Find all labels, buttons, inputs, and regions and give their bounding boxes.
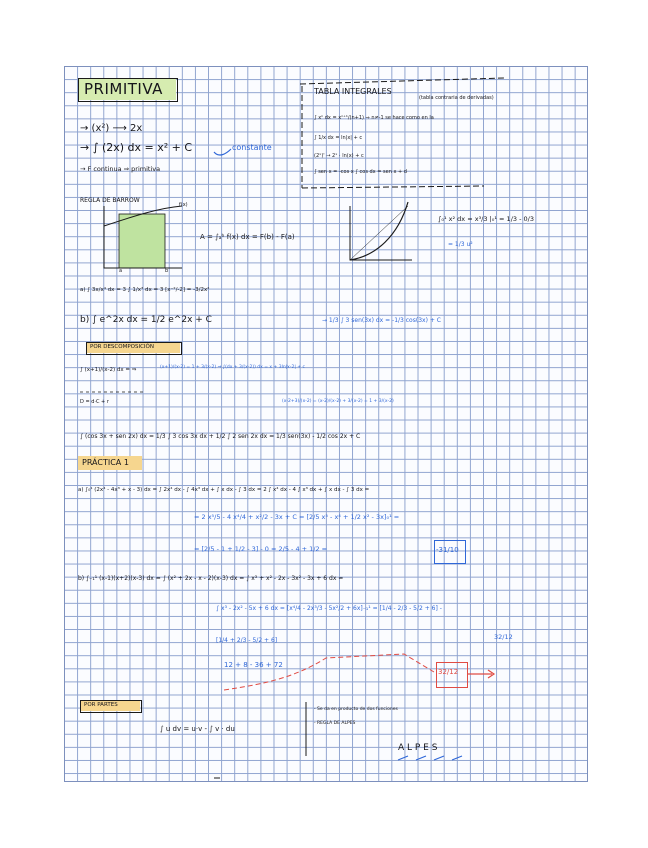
decomp-line-3: ∫ (cos 3x + sen 2x) dx = 1/3 ∫ 3 cos 3x dx + 1/2 ∫ 2 sen 2x dx = 1/3 sen(3x) - 1/2 cos 2x + C bbox=[80, 433, 361, 440]
red-arrow bbox=[468, 670, 494, 678]
constant-arrow bbox=[214, 149, 231, 155]
decomp-label: POR DESCOMPOSICIÓN bbox=[90, 344, 154, 350]
table-row-2: ∫ 1/x dx = ln|x| + c bbox=[314, 135, 363, 141]
table-row-1: ∫ xⁿ dx = xⁿ⁺¹/(n+1) ⇒ n≠-1 se hace como en la bbox=[314, 115, 434, 121]
decomp-line-1: ∫ (x+1)/(x-2) dx = ⇒ bbox=[80, 367, 137, 373]
parts-note-1: - Se da en producto de dos funciones bbox=[314, 707, 398, 712]
barrow-axis-a: a bbox=[119, 268, 123, 274]
practice-label: PRÁCTICA 1 bbox=[82, 458, 129, 467]
alpes-marks bbox=[398, 756, 462, 760]
example-b: b) ∫ e^2x dx = 1/2 e^2x + C bbox=[80, 315, 212, 325]
ink-drawings bbox=[64, 66, 588, 782]
practice-b-1: b) ∫₋₁¹ (x-1)(x+2)(x-3) dx = ∫ (x² + 2x - x - 2)(x-3) dx = ∫ x³ + x² - 2x - 3x² - 3x + 6 dx = bbox=[78, 575, 344, 582]
practice-b-2: ∫ x³ - 2x² - 5x + 6 dx = [x⁴/4 - 2x³/3 - 5x²/2 + 6x]₋₁¹ = [1/4 - 2/3 - 5/2 + 6] - bbox=[216, 605, 442, 612]
table-subtitle: (tabla contraria de derivadas) bbox=[419, 95, 494, 101]
red-connector bbox=[224, 654, 434, 690]
parts-formula: ∫ u dv = u·v - ∫ v · du bbox=[160, 725, 235, 733]
barrow-axis-f: f(x) bbox=[179, 202, 188, 208]
barrow-area bbox=[119, 214, 165, 268]
practice-b-fraction: 32/12 bbox=[494, 633, 513, 641]
decomp-line-2: D = d·C + r bbox=[80, 399, 109, 405]
practice-b-3: [1/4 + 2/3 - 5/2 + 6] bbox=[216, 637, 278, 644]
table-frame bbox=[300, 78, 504, 188]
barrow-label: REGLA DE BARROW bbox=[80, 197, 140, 204]
table-row-3: (2ˣ)' → 2ˣ · ln(x) + c bbox=[314, 153, 364, 159]
notebook-sheet bbox=[64, 66, 588, 782]
intro-line-1: → (x²) ⟶ 2x bbox=[80, 123, 143, 134]
parabola-axes bbox=[350, 206, 412, 260]
practice-a-3: = [2/5 - 1 + 1/2 - 3] - 0 = 2/5 - 4 + 1/2 = bbox=[194, 545, 328, 553]
barrow-example: ∫₀¹ x² dx = x³/3 |₀¹ = 1/3 - 0/3 bbox=[438, 215, 534, 223]
practice-a-2: = 2 x⁵/5 - 4 x⁴/4 + x²/2 - 3x + C = [2/5 x⁵ - x⁴ + 1/2 x² - 3x]₀¹ = bbox=[194, 513, 400, 521]
constant-label: constante bbox=[232, 143, 272, 152]
parabola-curve bbox=[350, 202, 408, 260]
parts-label: POR PARTES bbox=[84, 702, 118, 708]
barrow-formula: A = ∫ₐᵇ f(x) dx = F(b) - F(a) bbox=[200, 233, 295, 241]
barrow-example-2: = 1/3 u² bbox=[448, 241, 473, 248]
example-a: a) ∫ 3x/x⁴ dx = 3 ∫ 1/x³ dx = 3 [x⁻²/-2] = -3/2x² bbox=[80, 287, 210, 293]
barrow-axis-b: b bbox=[165, 268, 169, 274]
decomp-line-2-b: (x-2+3)/(x-2) = (x-2)/(x-2) + 3/(x-2) = 1 + 3/(x-2) bbox=[282, 399, 394, 404]
parts-alpes: A L P E S bbox=[398, 743, 438, 753]
decomp-line-1-b: (x+1)/(x-2) = 1 + 3/(x-2) ⇒ ∫(dx + 3/(x-2)) dx = x + 3ln|x-2| + c bbox=[160, 365, 305, 370]
practice-b-result: 32/12 bbox=[438, 668, 459, 676]
table-title: TABLA INTEGRALES bbox=[314, 87, 392, 96]
intro-line-2: → ∫ (2x) dx = x² + C bbox=[80, 141, 193, 154]
parabola-line bbox=[350, 206, 408, 260]
parts-note-2: - REGLA DE ALPES bbox=[314, 721, 356, 726]
example-b-right: → 1/3 ∫ 3 sen(3x) dx = -1/3 cos(3x) + C bbox=[322, 317, 441, 324]
table-row-4: ∫ sen x = -cos x ∫ cos dx = sen x + d bbox=[314, 169, 407, 175]
page-title: PRIMITIVA bbox=[84, 80, 163, 98]
practice-b-4: 12 + 8 - 36 + 72 bbox=[224, 661, 283, 669]
practice-a-1: a) ∫₀¹ (2x⁴ - 4x³ + x - 3) dx = ∫ 2x⁴ dx - ∫ 4x³ dx + ∫ x dx - ∫ 3 dx = 2 ∫ x⁴ dx - 4 ∫ x³ dx + ∫ x dx - ∫ 3 dx = bbox=[78, 487, 370, 493]
practice-a-result: -31/10 bbox=[436, 546, 459, 554]
intro-line-3: → F continua ⇒ primitiva bbox=[80, 165, 161, 173]
